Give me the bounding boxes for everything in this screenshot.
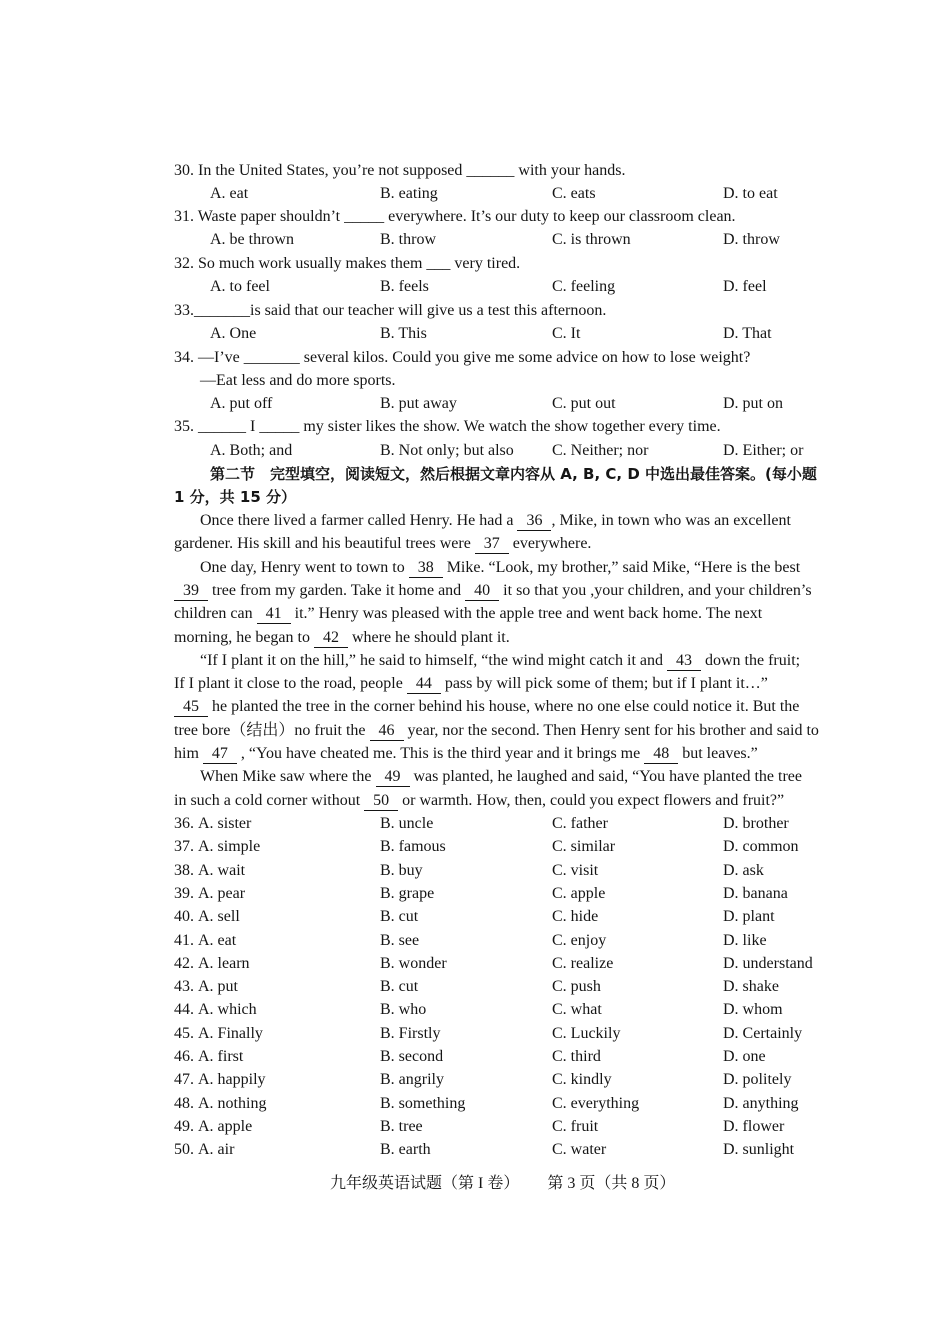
option-b: B. This: [380, 325, 427, 342]
question-text: In the United States, you’re not supposed: [198, 162, 463, 179]
option-b: B. who: [380, 1001, 427, 1018]
passage-text: down the fruit;: [701, 652, 801, 669]
question-number: 47.: [174, 1071, 194, 1088]
question-number: 48.: [174, 1095, 194, 1112]
question-number: 39.: [174, 885, 194, 902]
option-a: A. be thrown: [210, 231, 294, 248]
passage-line: [174, 603, 762, 625]
passage-text: it so that you ,your children, and your children’s: [499, 582, 812, 599]
blank-number: 41: [257, 605, 291, 624]
option-d: D. ask: [723, 862, 764, 879]
question-number: 44.: [174, 1001, 194, 1018]
option-b: B. Firstly: [380, 1025, 441, 1042]
option-b: B. earth: [380, 1141, 431, 1158]
question-number: 43.: [174, 978, 194, 995]
question-number: 46.: [174, 1048, 194, 1065]
passage-line: [174, 673, 768, 695]
option-text: A. simple: [198, 838, 261, 855]
passage-text: or warmth. How, then, could you expect flowers and fruit?”: [398, 792, 785, 809]
page-number: 第 3 页（共 8 页）: [547, 1175, 676, 1192]
answer-blank: _______: [194, 302, 250, 319]
passage-line: [174, 533, 591, 555]
blank-number: 37: [475, 535, 509, 554]
option-b: B. see: [380, 932, 420, 949]
option-text: A. air: [198, 1141, 235, 1158]
option-a: [174, 1046, 243, 1068]
blank-number: 36: [517, 512, 551, 531]
blank-number: 48: [644, 745, 678, 764]
option-d: D. whom: [723, 1001, 783, 1018]
option-text: A. happily: [198, 1071, 266, 1088]
option-a: [174, 953, 250, 975]
option-text: A. which: [198, 1001, 257, 1018]
passage-text: When Mike saw where the: [200, 768, 376, 785]
passage-line: [174, 580, 812, 602]
question-number: 35.: [174, 418, 194, 435]
option-d: D. put on: [723, 395, 783, 412]
question-text: everywhere. It’s our duty to keep our classroom clean.: [388, 208, 736, 225]
question-number: 30.: [174, 162, 194, 179]
question-text: So much work usually makes them: [198, 255, 423, 272]
question-30: [174, 160, 626, 182]
section-heading: 第二节 完型填空，阅读短文，然后根据文章内容从 A, B, C, D 中选出最佳答案。(每小题: [210, 465, 817, 483]
option-a: [174, 813, 251, 835]
option-b: B. something: [380, 1095, 466, 1112]
blank-number: 43: [667, 652, 701, 671]
option-d: D. brother: [723, 815, 789, 832]
option-d: D. to eat: [723, 185, 778, 202]
question-31: [174, 206, 736, 228]
option-b: B. tree: [380, 1118, 423, 1135]
option-c: C. water: [552, 1141, 607, 1158]
answer-blank: ______: [198, 418, 246, 435]
option-a: [174, 1139, 234, 1161]
passage-text: “If I plant it on the hill,” he said to himself, “the wind might catch it and: [200, 652, 667, 669]
question-number: 42.: [174, 955, 194, 972]
option-d: D. plant: [723, 908, 775, 925]
option-c: C. Neither; nor: [552, 442, 649, 459]
passage-line: [174, 790, 784, 812]
option-b: B. buy: [380, 862, 423, 879]
option-c: C. It: [552, 325, 581, 342]
question-33: [174, 300, 606, 322]
option-b: B. famous: [380, 838, 446, 855]
passage-line: [200, 766, 802, 788]
option-a: [174, 836, 260, 858]
passage-line: [200, 650, 800, 672]
blank-number: 45: [174, 698, 208, 717]
option-b: B. eating: [380, 185, 438, 202]
option-c: C. what: [552, 1001, 602, 1018]
option-b: B. feels: [380, 278, 429, 295]
passage-line: [174, 696, 799, 718]
option-a: [174, 1069, 266, 1091]
passage-text: was planted, he laughed and said, “You have planted the tree: [409, 768, 802, 785]
passage-text: where he should plant it.: [347, 629, 510, 646]
option-text: A. wait: [198, 862, 246, 879]
question-34: [174, 347, 750, 369]
passage-text: but leaves.”: [678, 745, 758, 762]
option-d: D. throw: [723, 231, 780, 248]
option-text: A. learn: [198, 955, 250, 972]
question-number: 49.: [174, 1118, 194, 1135]
passage-text: year, nor the second. Then Henry sent for his brother and said to: [403, 722, 819, 739]
option-b: B. angrily: [380, 1071, 444, 1088]
option-d: D. feel: [723, 278, 767, 295]
passage-text: Mike. “Look, my brother,” said Mike, “Here is the best: [442, 559, 801, 576]
option-d: D. like: [723, 932, 767, 949]
option-c: C. Luckily: [552, 1025, 621, 1042]
option-c: C. fruit: [552, 1118, 599, 1135]
passage-text: it.” Henry was pleased with the apple tree and went back home. The next: [290, 605, 763, 622]
blank-number: 39: [174, 582, 208, 601]
question-number: 37.: [174, 838, 194, 855]
passage-text: , “You have cheated me. This is the third year and it brings me: [236, 745, 645, 762]
blank-number: 47: [203, 745, 237, 764]
option-d: D. sunlight: [723, 1141, 795, 1158]
option-a: A. put off: [210, 395, 273, 412]
question-text: —I’ve: [198, 349, 240, 366]
option-c: C. everything: [552, 1095, 640, 1112]
option-b: B. throw: [380, 231, 436, 248]
option-b: B. put away: [380, 395, 457, 412]
option-c: C. visit: [552, 862, 599, 879]
option-b: B. cut: [380, 908, 419, 925]
passage-text: morning, he began to: [174, 629, 314, 646]
option-c: C. put out: [552, 395, 616, 412]
option-c: C. hide: [552, 908, 599, 925]
option-a: [174, 906, 240, 928]
option-d: D. Certainly: [723, 1025, 803, 1042]
option-b: B. cut: [380, 978, 419, 995]
option-b: B. uncle: [380, 815, 434, 832]
question-number: 36.: [174, 815, 194, 832]
blank-number: 42: [314, 629, 348, 648]
answer-blank: ___: [426, 255, 451, 272]
option-text: A. sell: [198, 908, 240, 925]
question-number: 40.: [174, 908, 194, 925]
option-a: A. to feel: [210, 278, 270, 295]
passage-line: [174, 720, 819, 742]
option-c: C. similar: [552, 838, 616, 855]
passage-text: he planted the tree in the corner behind his house, where no one else could notice it. But the: [208, 698, 800, 715]
question-35: [174, 416, 721, 438]
option-d: D. Either; or: [723, 442, 804, 459]
question-number: 45.: [174, 1025, 194, 1042]
option-c: C. is thrown: [552, 231, 631, 248]
passage-text: tree from my garden. Take it home and: [208, 582, 466, 599]
passage-text: children can: [174, 605, 257, 622]
option-b: B. grape: [380, 885, 435, 902]
question-number: 50.: [174, 1141, 194, 1158]
option-d: D. one: [723, 1048, 766, 1065]
passage-line: [200, 510, 791, 532]
passage-text: in such a cold corner without: [174, 792, 365, 809]
option-c: C. realize: [552, 955, 614, 972]
option-c: C. feeling: [552, 278, 616, 295]
passage-text: everywhere.: [508, 535, 592, 552]
section-heading-points: 1 分，共 15 分）: [174, 488, 296, 506]
page-footer: [330, 1170, 699, 1193]
option-d: D. shake: [723, 978, 779, 995]
option-a: [174, 930, 236, 952]
option-a: [174, 1116, 252, 1138]
question-text: Waste paper shouldn’t: [197, 208, 341, 225]
passage-line: [200, 557, 800, 579]
option-d: D. understand: [723, 955, 813, 972]
option-c: C. apple: [552, 885, 606, 902]
passage-text: One day, Henry went to town to: [200, 559, 409, 576]
blank-number: 44: [407, 675, 441, 694]
option-text: A. pear: [198, 885, 246, 902]
question-number: 32.: [174, 255, 194, 272]
blank-number: 40: [465, 582, 499, 601]
blank-number: 50: [364, 792, 398, 811]
exam-title: 九年级英语试题（第 I 卷）: [330, 1175, 520, 1192]
option-text: A. Finally: [198, 1025, 263, 1042]
option-d: D. common: [723, 838, 799, 855]
option-a: A. eat: [210, 185, 249, 202]
option-text: A. sister: [198, 815, 252, 832]
option-a: [174, 860, 245, 882]
option-a: [174, 976, 238, 998]
option-a: [174, 999, 257, 1021]
option-text: A. first: [198, 1048, 244, 1065]
option-d: D. That: [723, 325, 772, 342]
option-d: D. politely: [723, 1071, 792, 1088]
passage-text: , Mike, in town who was an excellent: [551, 512, 791, 529]
option-a: A. One: [210, 325, 257, 342]
option-a: [174, 1023, 263, 1045]
option-c: C. third: [552, 1048, 601, 1065]
option-text: A. put: [198, 978, 238, 995]
passage-text: pass by will pick some of them; but if I plant it…”: [440, 675, 768, 692]
option-b: B. Not only; but also: [380, 442, 514, 459]
answer-blank: _____: [259, 418, 300, 435]
question-text: several kilos. Could you give me some advice on how to lose weight?: [303, 349, 751, 366]
option-c: C. eats: [552, 185, 596, 202]
option-text: A. apple: [198, 1118, 253, 1135]
answer-blank: _____: [344, 208, 385, 225]
question-text: with your hands.: [518, 162, 626, 179]
question-number: 34.: [174, 349, 194, 366]
question-text: my sister likes the show. We watch the show together every time.: [303, 418, 721, 435]
option-text: A. nothing: [198, 1095, 267, 1112]
option-b: B. wonder: [380, 955, 447, 972]
passage-text: gardener. His skill and his beautiful trees were: [174, 535, 475, 552]
option-d: D. anything: [723, 1095, 799, 1112]
option-d: D. banana: [723, 885, 788, 902]
answer-blank: ______: [466, 162, 515, 179]
option-c: C. kindly: [552, 1071, 612, 1088]
question-32: [174, 253, 520, 275]
blank-number: 49: [376, 768, 410, 787]
blank-number: 38: [409, 559, 443, 578]
option-d: D. flower: [723, 1118, 785, 1135]
passage-line: [174, 627, 510, 649]
option-a: [174, 883, 245, 905]
dialogue-reply: —Eat less and do more sports.: [200, 372, 396, 389]
passage-text: Once there lived a farmer called Henry. He had a: [200, 512, 518, 529]
passage-text: If I plant it close to the road, people: [174, 675, 407, 692]
option-text: A. eat: [198, 932, 237, 949]
question-text: I: [250, 418, 256, 435]
passage-text: tree bore（结出）no fruit the: [174, 722, 370, 739]
passage-line: [174, 743, 758, 765]
option-c: C. push: [552, 978, 601, 995]
question-text: is said that our teacher will give us a test this afternoon.: [250, 302, 607, 319]
option-c: C. enjoy: [552, 932, 607, 949]
option-c: C. father: [552, 815, 608, 832]
question-number: 33.: [174, 302, 194, 319]
question-text: very tired.: [454, 255, 521, 272]
question-number: 41.: [174, 932, 194, 949]
blank-number: 46: [370, 722, 404, 741]
answer-blank: _______: [243, 349, 300, 366]
question-number: 31.: [174, 208, 194, 225]
option-a: A. Both; and: [210, 442, 293, 459]
option-a: [174, 1093, 266, 1115]
passage-text: him: [174, 745, 203, 762]
question-number: 38.: [174, 862, 194, 879]
option-b: B. second: [380, 1048, 444, 1065]
